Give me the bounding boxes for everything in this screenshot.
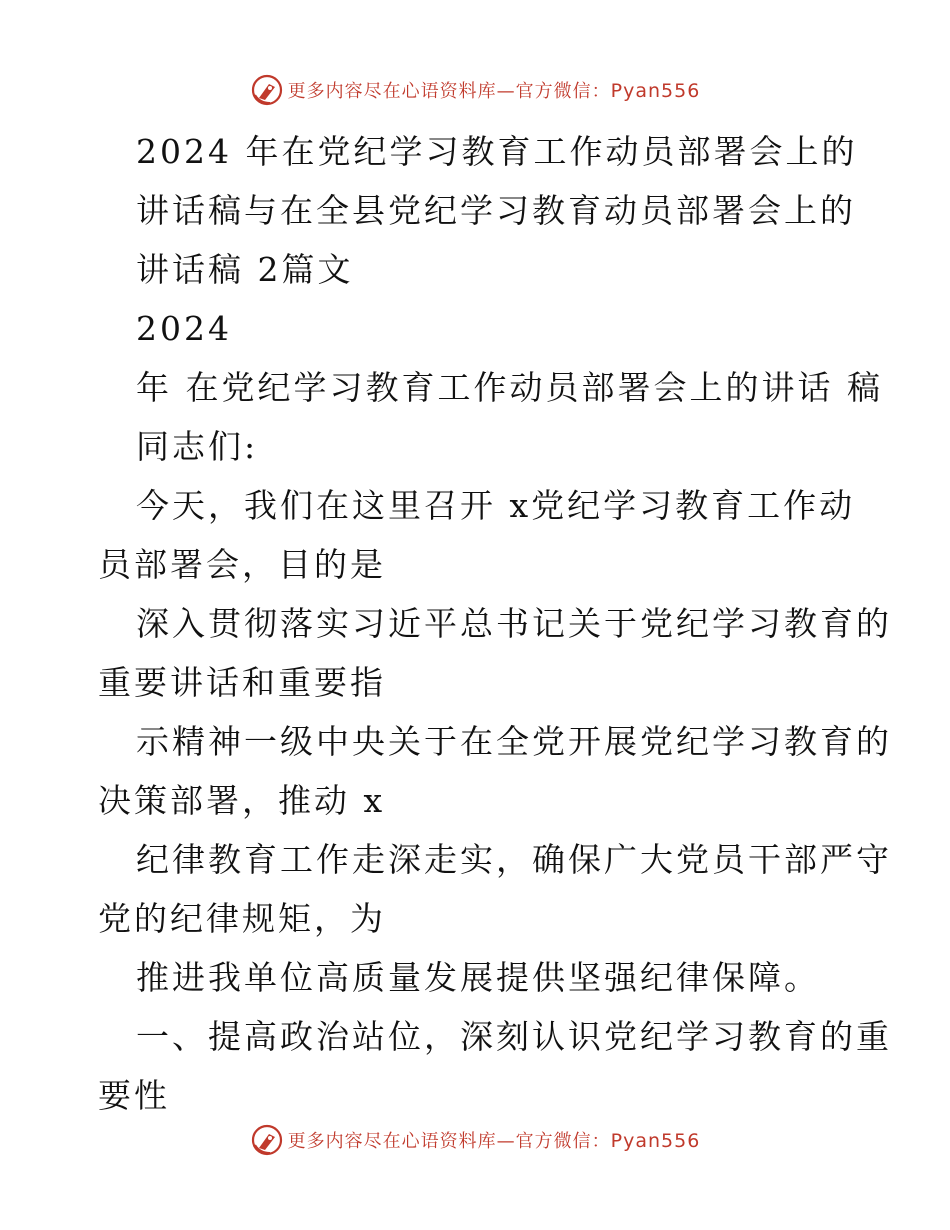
header-banner xyxy=(0,70,950,110)
banner-label: 更多内容尽在心语资料库—官方微信： xyxy=(287,1131,611,1152)
title-line-3: 讲话稿 2篇文 xyxy=(136,250,354,289)
paragraph-line: 重要讲话和重要指 xyxy=(98,663,386,702)
banner-wechat-id: Pyan556 xyxy=(610,80,701,102)
document-body xyxy=(98,122,892,1125)
subtitle-line: 年 在党纪学习教育工作动员部署会上的讲话 稿 xyxy=(136,368,883,407)
banner-label: 更多内容尽在心语资料库—官方微信： xyxy=(287,81,611,102)
title-line-1: 2024 年在党纪学习教育工作动员部署会上的 xyxy=(136,132,858,171)
paragraph-line: 深入贯彻落实习近平总书记关于党纪学习教育的 xyxy=(136,604,892,643)
banner-text xyxy=(288,77,701,103)
paragraph-line: 决策部署，推动 x xyxy=(98,781,386,820)
section-heading-continuation: 要性 xyxy=(98,1076,170,1115)
paragraph-line: 员部署会，目的是 xyxy=(98,545,386,584)
paragraph-line: 示精神一级中央关于在全党开展党纪学习教育的 xyxy=(136,722,892,761)
pen-nib-logo-icon xyxy=(250,1123,284,1157)
paragraph-line: 党的纪律规矩，为 xyxy=(98,899,386,938)
paragraph-line: 纪律教育工作走深走实，确保广大党员干部严守 xyxy=(136,840,892,879)
banner-wechat-id: Pyan556 xyxy=(610,1130,701,1152)
paragraph-line: 推进我单位高质量发展提供坚强纪律保障。 xyxy=(136,958,820,997)
paragraph-line: 今天，我们在这里召开 x党纪学习教育工作动 xyxy=(136,486,856,525)
banner-text xyxy=(288,1127,701,1153)
year-line: 2024 xyxy=(136,309,232,348)
footer-banner xyxy=(0,1120,950,1160)
title-line-2: 讲话稿与在全县党纪学习教育动员部署会上的 xyxy=(136,191,856,230)
pen-nib-logo-icon xyxy=(250,73,284,107)
section-heading: 一、提高政治站位，深刻认识党纪学习教育的重 xyxy=(136,1017,892,1056)
salutation: 同志们: xyxy=(136,427,259,466)
